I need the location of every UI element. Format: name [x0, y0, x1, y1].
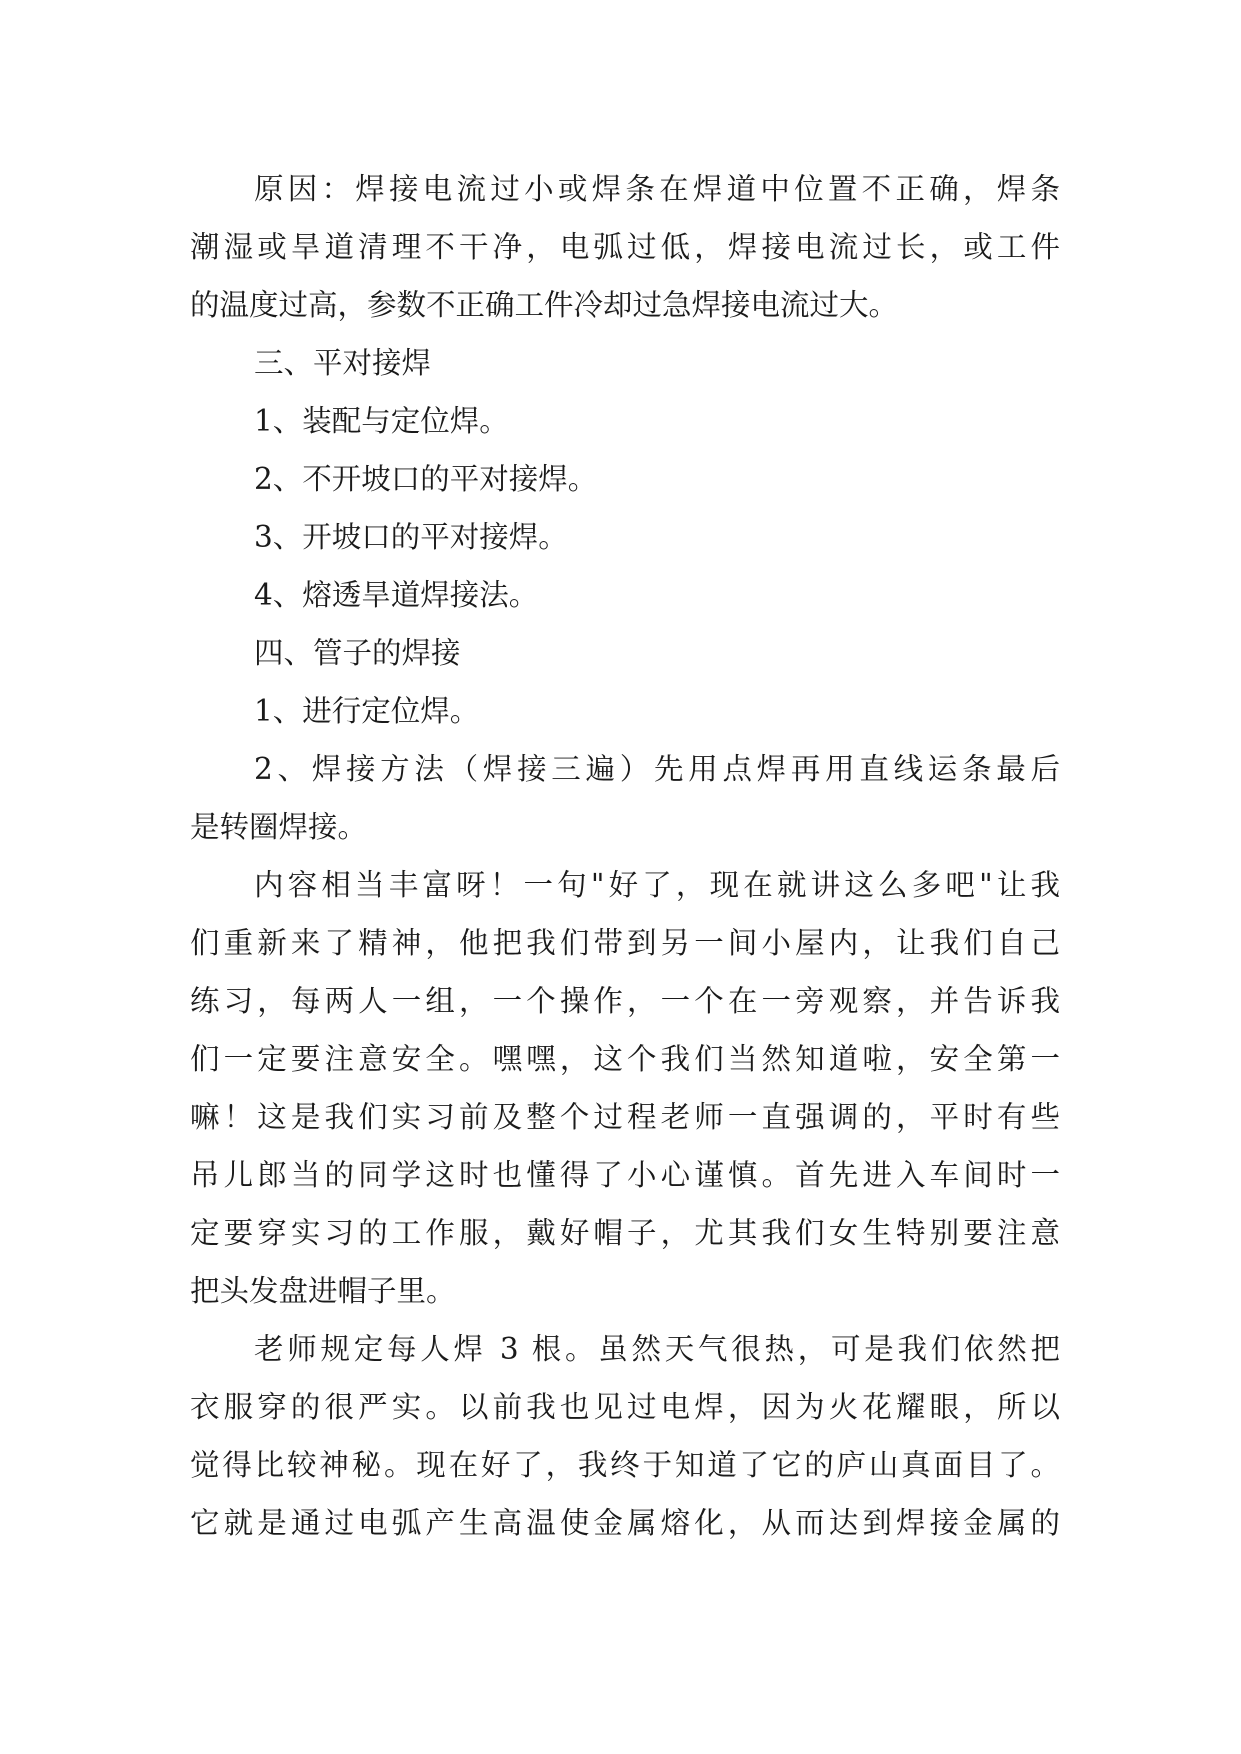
text-line: 它就是通过电弧产生高温使金属熔化，从而达到焊接金属的	[190, 1506, 1060, 1540]
text-line: 老师规定每人焊 3 根。虽然天气很热，可是我们依然把	[254, 1332, 1060, 1366]
section-heading: 三、平对接焊	[254, 346, 432, 380]
text-line: 衣服穿的很严实。以前我也见过电焊，因为火花耀眼，所以	[190, 1390, 1060, 1424]
text-line: 们重新来了精神，他把我们带到另一间小屋内，让我们自己	[190, 926, 1060, 960]
text-line: 觉得比较神秘。现在好了，我终于知道了它的庐山真面目了。	[190, 1448, 1060, 1482]
text-line: 定要穿实习的工作服，戴好帽子，尤其我们女生特别要注意	[190, 1216, 1060, 1250]
text-line: 潮湿或旱道清理不干净，电弧过低，焊接电流过长，或工件	[190, 230, 1060, 264]
text-line: 的温度过高，参数不正确工件冷却过急焊接电流过大。	[190, 288, 899, 322]
text-line: 内容相当丰富呀！一句"好了，现在就讲这么多吧"让我	[254, 868, 1060, 902]
list-item: 2、焊接方法（焊接三遍）先用点焊再用直线运条最后	[254, 752, 1060, 786]
text-line: 嘛！这是我们实习前及整个过程老师一直强调的，平时有些	[190, 1100, 1060, 1134]
text-line: 练习，每两人一组，一个操作，一个在一旁观察，并告诉我	[190, 984, 1060, 1018]
text-line: 原因：焊接电流过小或焊条在焊道中位置不正确，焊条	[254, 172, 1060, 206]
text-line: 吊儿郎当的同学这时也懂得了小心谨慎。首先进入车间时一	[190, 1158, 1060, 1192]
list-item: 1、进行定位焊。	[254, 694, 480, 728]
list-item: 1、装配与定位焊。	[254, 404, 509, 438]
document-body	[190, 160, 1060, 1552]
section-heading: 四、管子的焊接	[254, 636, 461, 670]
text-line: 把头发盘进帽子里。	[190, 1274, 456, 1308]
text-line: 是转圈焊接。	[190, 810, 368, 844]
list-item: 2、不开坡口的平对接焊。	[254, 462, 598, 496]
text-line: 们一定要注意安全。嘿嘿，这个我们当然知道啦，安全第一	[190, 1042, 1060, 1076]
list-item: 3、开坡口的平对接焊。	[254, 520, 568, 554]
list-item: 4、熔透旱道焊接法。	[254, 578, 539, 612]
